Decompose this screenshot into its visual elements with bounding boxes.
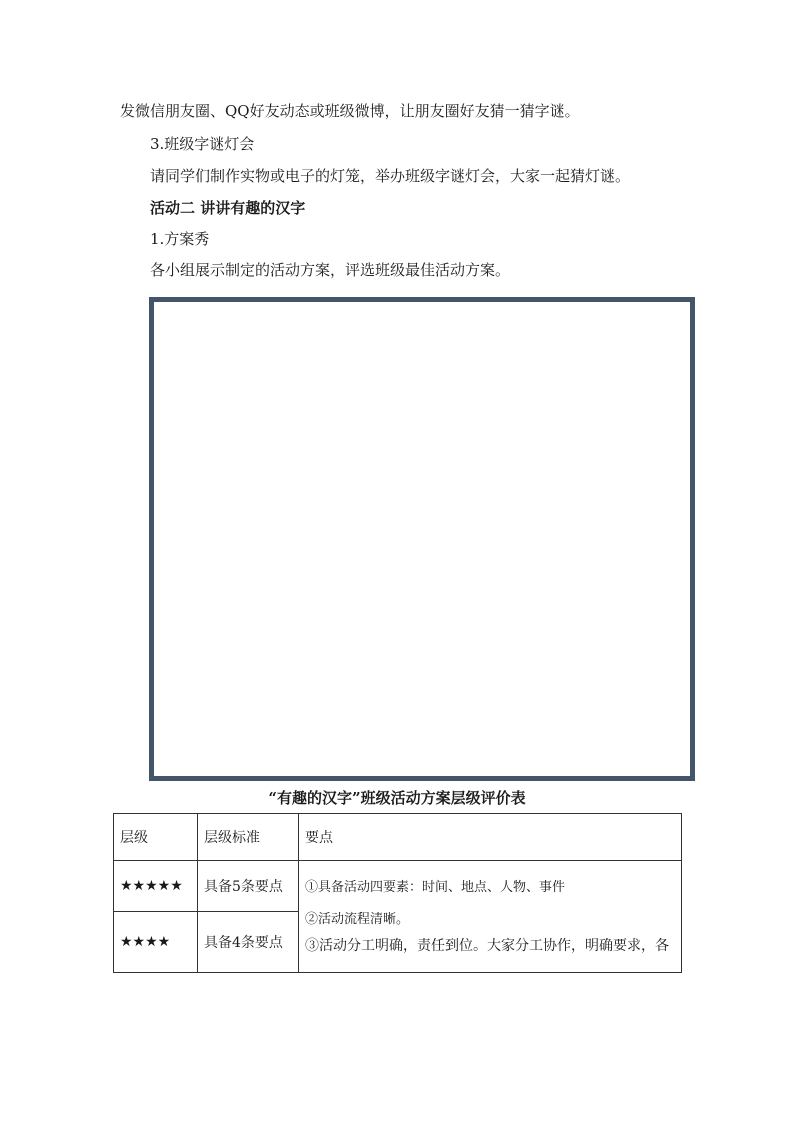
table-row: [114, 861, 682, 912]
table-title: “有趣的汉字”班级活动方案层级评价表: [268, 789, 526, 807]
header-level: 层级: [114, 814, 198, 861]
paragraph-lantern-instructions: 请同学们制作实物或电子的灯笼，举办班级字谜灯会，大家一起猜灯谜。: [150, 167, 631, 185]
heading-activity-two: 活动二 讲讲有趣的汉字: [150, 199, 306, 217]
point-one: ①具备活动四要素：时间、地点、人物、事件: [305, 879, 566, 895]
level-four-stars: ★★★★: [114, 912, 198, 973]
table-header-row: [114, 814, 682, 861]
paragraph-plan-show-instructions: 各小组展示制定的活动方案，评选班级最佳活动方案。: [150, 261, 511, 279]
paragraph-share-riddle: 发微信朋友圈、QQ好友动态或班级微博，让朋友圈好友猜一猜字谜。: [120, 102, 580, 120]
point-two: ②活动流程清晰。: [305, 911, 410, 927]
heading-plan-show: 1.方案秀: [150, 230, 210, 248]
standard-four-points: 具备4条要点: [198, 912, 299, 973]
header-standard: 层级标准: [198, 814, 299, 861]
level-five-stars: ★★★★★: [114, 861, 198, 912]
header-points: 要点: [299, 814, 682, 861]
evaluation-table: [113, 813, 682, 973]
points-cell: [299, 861, 682, 973]
heading-riddle-lantern-party: 3.班级字谜灯会: [150, 135, 255, 153]
standard-five-points: 具备5条要点: [198, 861, 299, 912]
point-three: ③活动分工明确，责任到位。大家分工协作，明确要求，各: [305, 937, 669, 954]
image-frame: [149, 297, 695, 781]
